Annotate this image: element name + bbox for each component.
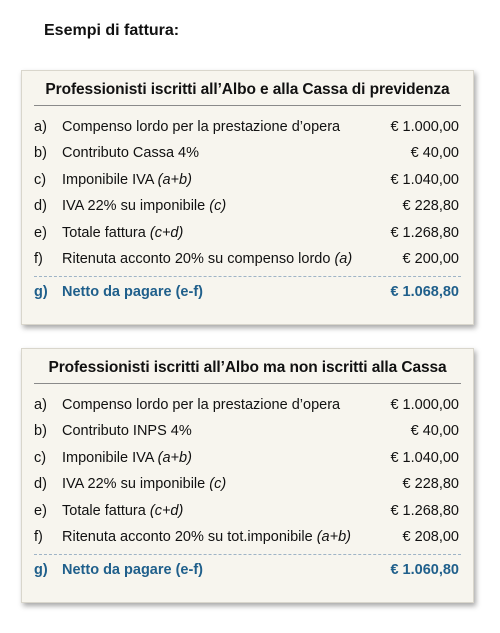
row-value: € 200,00 [402, 251, 459, 267]
card-title: Professionisti iscritti all’Albo ma non iscritti alla Cassa [48, 359, 447, 376]
row-value: € 40,00 [410, 145, 459, 161]
row-label: Contributo Cassa 4% [62, 145, 200, 161]
invoice-row [34, 225, 459, 249]
row-label: Ritenuta acconto 20% su tot.imponibile (a+b) [62, 529, 351, 545]
invoice-example-card-2 [21, 348, 474, 603]
total-divider [34, 554, 461, 555]
row-value: € 1.000,00 [390, 119, 459, 135]
row-key: f) [34, 251, 43, 267]
row-label: Contributo INPS 4% [62, 423, 192, 439]
card-title: Professionisti iscritti all’Albo e alla Cassa di previdenza [45, 81, 450, 98]
invoice-row [34, 529, 459, 553]
row-key: e) [34, 225, 47, 241]
row-key: b) [34, 423, 47, 439]
row-value: € 1.268,80 [390, 503, 459, 519]
row-value: € 1.000,00 [390, 397, 459, 413]
row-value: € 1.040,00 [390, 450, 459, 466]
net-total-value: € 1.068,80 [390, 284, 459, 300]
invoice-row [34, 172, 459, 196]
net-total-row [34, 284, 459, 308]
row-label: Ritenuta acconto 20% su compenso lordo (a) [62, 251, 353, 267]
row-label: Netto da pagare (e-f) [62, 562, 203, 578]
row-key: g) [34, 284, 48, 300]
invoice-row [34, 397, 459, 421]
row-label: Netto da pagare (e-f) [62, 284, 203, 300]
row-label: Compenso lordo per la prestazione d’opera [62, 397, 341, 413]
total-divider [34, 276, 461, 277]
row-key: c) [34, 450, 47, 466]
invoice-example-card-1 [21, 70, 474, 325]
row-label: Totale fattura (c+d) [62, 225, 184, 241]
invoice-row [34, 119, 459, 143]
row-value: € 228,80 [402, 476, 459, 492]
row-label: Imponibile IVA (a+b) [62, 172, 192, 188]
row-key: g) [34, 562, 48, 578]
invoice-row [34, 476, 459, 500]
row-value: € 40,00 [410, 423, 459, 439]
row-value: € 208,00 [402, 529, 459, 545]
row-value: € 228,80 [402, 198, 459, 214]
row-key: a) [34, 119, 47, 135]
row-label: Totale fattura (c+d) [62, 503, 184, 519]
invoice-row [34, 145, 459, 169]
page-heading: Esempi di fattura: [44, 22, 180, 39]
row-label: Compenso lordo per la prestazione d’opera [62, 119, 341, 135]
row-value: € 1.268,80 [390, 225, 459, 241]
title-divider [34, 105, 461, 106]
row-key: e) [34, 503, 47, 519]
row-label: IVA 22% su imponibile (c) [62, 198, 227, 214]
title-divider [34, 383, 461, 384]
net-total-row [34, 562, 459, 586]
row-key: c) [34, 172, 47, 188]
invoice-row [34, 503, 459, 527]
invoice-row [34, 450, 459, 474]
row-value: € 1.040,00 [390, 172, 459, 188]
net-total-value: € 1.060,80 [390, 562, 459, 578]
row-key: d) [34, 198, 47, 214]
invoice-row [34, 198, 459, 222]
row-label: Imponibile IVA (a+b) [62, 450, 192, 466]
row-label: IVA 22% su imponibile (c) [62, 476, 227, 492]
invoice-row [34, 423, 459, 447]
invoice-row [34, 251, 459, 275]
row-key: d) [34, 476, 47, 492]
row-key: f) [34, 529, 43, 545]
row-key: a) [34, 397, 47, 413]
row-key: b) [34, 145, 47, 161]
